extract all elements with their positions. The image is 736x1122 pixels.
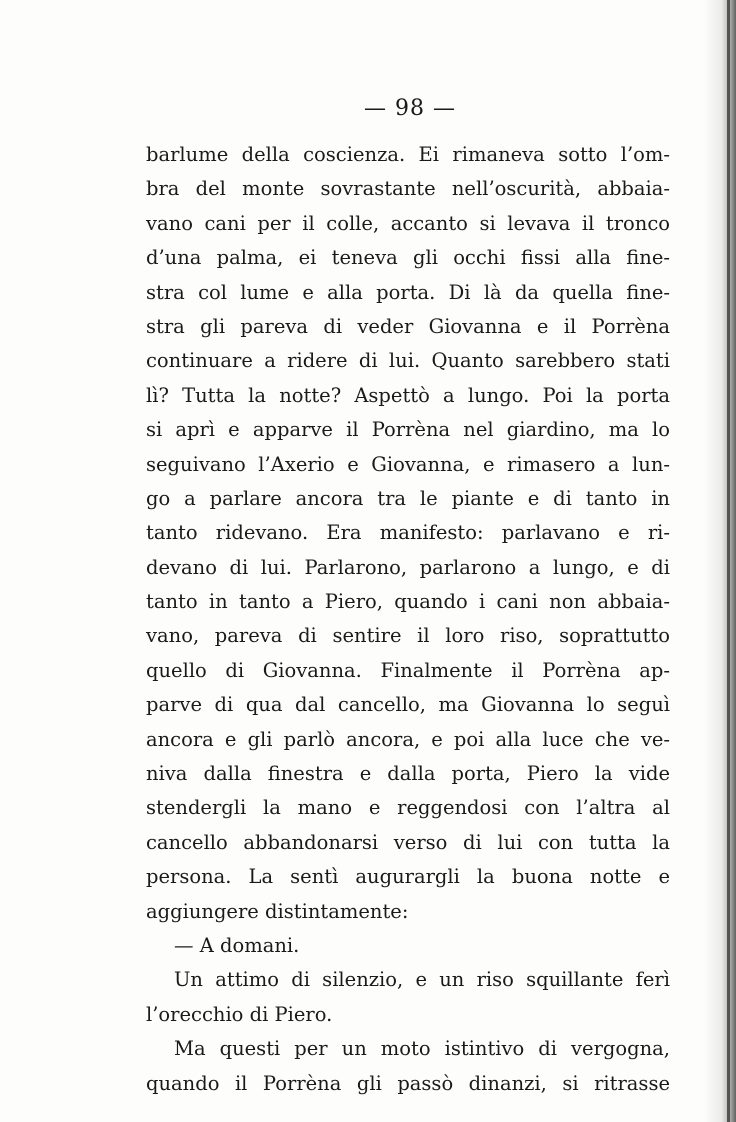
text-line: tanto ridevano. Era manifesto: parlavano e ri- [146,521,670,545]
body-text [146,138,670,1101]
text-line: tanto in tanto a Piero, quando i cani non abbaia- [146,590,670,614]
text-line: continuare a ridere di lui. Quanto sarebbero stati [146,349,670,373]
text-line: cancello abbandonarsi verso di lui con tutta la [146,830,670,854]
text-line: ancora e gli parlò ancora, e poi alla luce che ve- [146,727,670,751]
text-line: seguivano l’Axerio e Giovanna, e rimasero a lun- [146,452,670,476]
text-line: l’orecchio di Piero. [146,1002,333,1026]
text-line: devano di lui. Parlarono, parlarono a lungo, e di [146,555,670,579]
paragraph-start-line: Un attimo di silenzio, e un riso squillante ferì [174,968,670,992]
text-line: go a parlare ancora tra le piante e di tanto in [146,486,670,510]
text-line: aggiungere distintamente: [146,899,409,923]
text-line: niva dalla finestra e dalla porta, Piero la vide [146,762,670,786]
text-line: barlume della coscienza. Ei rimaneva sotto l’om- [146,143,670,166]
paragraph-start-line: Ma questi per un moto istintivo di vergogna, [174,1037,670,1061]
text-line: quello di Giovanna. Finalmente il Porrèna ap- [146,658,670,682]
text-line: stendergli la mano e reggendosi con l’altra al [146,796,670,820]
text-line: d’una palma, ei teneva gli occhi fissi alla fine- [146,246,670,270]
text-line: vano cani per il colle, accanto si levava il tronco [146,211,670,235]
text-line: vano, pareva di sentire il loro riso, soprattutto [146,624,670,648]
page-number: — 98 — [364,96,456,121]
text-line: stra col lume e alla porta. Di là da quella fine- [146,280,670,304]
text-line: si aprì e apparve il Porrèna nel giardino, ma lo [146,418,670,442]
text-line: lì? Tutta la notte? Aspettò a lungo. Poi la porta [146,383,670,407]
page-edge-line [727,0,730,1122]
text-line: parve di qua dal cancello, ma Giovanna lo seguì [146,693,670,717]
text-line: persona. La sentì augurargli la buona notte e [146,865,670,889]
text-line: bra del monte sovrastante nell’oscurità, abbaia- [146,177,670,201]
dialogue-line: — A domani. [174,933,300,957]
text-line: stra gli pareva di veder Giovanna e il Porrèna [146,314,670,338]
text-line: quando il Porrèna gli passò dinanzi, si ritrasse [146,1071,670,1095]
page-edge-shadow [704,0,736,1122]
